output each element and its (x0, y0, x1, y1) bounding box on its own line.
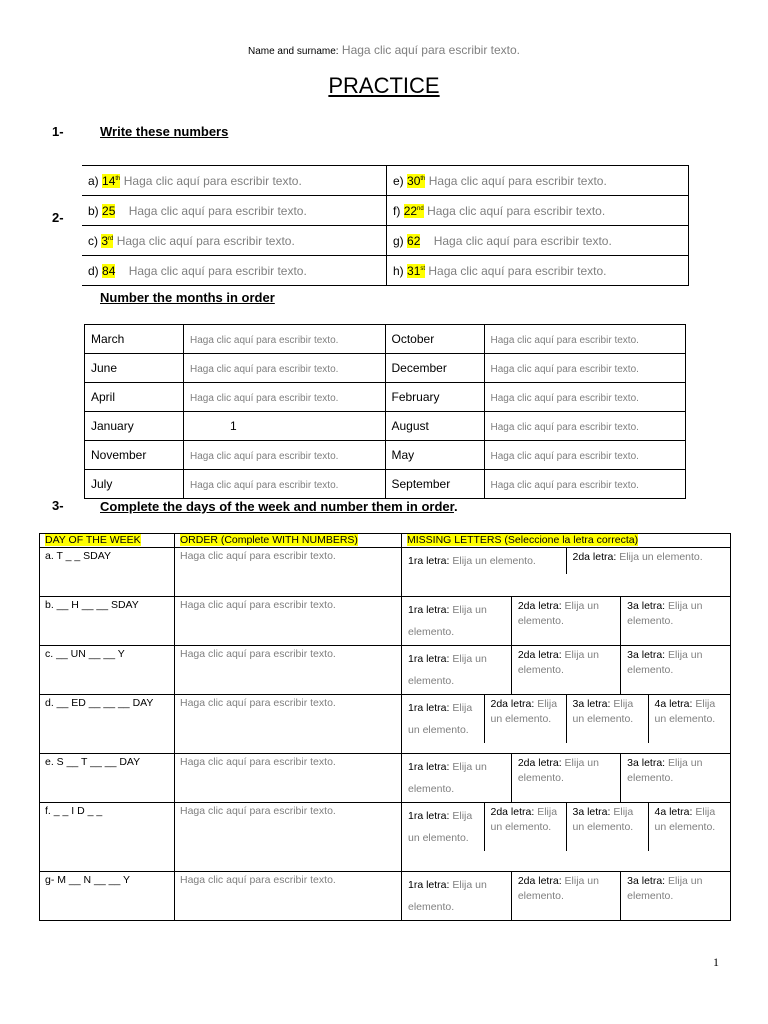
order-placeholder: Haga clic aquí para escribir texto. (180, 874, 336, 886)
header-order-cell (175, 534, 402, 548)
letter-dropdown[interactable] (484, 695, 566, 743)
letter-dropdown[interactable] (621, 597, 730, 645)
letter-label: 1ra letra: (408, 555, 450, 567)
letters-row (402, 548, 730, 574)
month-order-field[interactable] (184, 441, 386, 470)
letter-label: 1ra letra: (408, 761, 450, 773)
number-value (407, 264, 425, 278)
month-order-field[interactable] (184, 354, 386, 383)
section-2-title: Number the months in order (100, 290, 275, 305)
letter-dropdown[interactable] (648, 695, 730, 743)
letter-dropdown[interactable] (566, 803, 648, 851)
letters-table (402, 754, 730, 802)
section-1-title: Write these numbers (100, 124, 229, 139)
number-digits: 22 (403, 203, 418, 218)
letters-table (402, 803, 730, 851)
month-order-field[interactable] (184, 412, 386, 441)
month-name: August (385, 412, 484, 441)
letters-row (402, 754, 730, 802)
month-name: December (385, 354, 484, 383)
letter-dropdown[interactable] (511, 646, 620, 694)
month-name: June (85, 354, 184, 383)
missing-letters-cell (402, 597, 731, 646)
day-row (40, 646, 731, 695)
missing-letters-cell (402, 872, 731, 921)
choose-element: Elija un elemento. (408, 761, 487, 795)
letter-label: 2da letra: (490, 806, 535, 818)
letters-table (402, 872, 730, 920)
header-day-cell (40, 534, 175, 548)
month-order-field[interactable] (484, 412, 686, 441)
letter-label: 2da letra: (517, 600, 562, 612)
day-row (40, 803, 731, 872)
number-digits: 31 (407, 263, 421, 278)
answer-field[interactable]: Haga clic aquí para escribir texto. (428, 173, 607, 188)
month-row (85, 354, 686, 383)
letter-dropdown[interactable] (566, 695, 648, 743)
day-row (40, 754, 731, 803)
name-line (0, 43, 768, 57)
month-order-value: 1 (230, 419, 237, 433)
section-3-number: 3- (52, 498, 64, 513)
choose-element: Elija un elemento. (572, 698, 634, 725)
month-name: September (385, 470, 484, 499)
order-placeholder: Haga clic aquí para escribir texto. (180, 805, 336, 817)
choose-element: Elija un elemento. (517, 600, 599, 627)
section-1-number: 1- (52, 124, 64, 139)
letter-dropdown[interactable] (511, 754, 620, 802)
answer-field[interactable]: Haga clic aquí para escribir texto. (433, 233, 612, 248)
order-field[interactable] (175, 803, 402, 872)
number-label: f) (393, 203, 401, 218)
month-placeholder: Haga clic aquí para escribir texto. (490, 335, 639, 346)
month-order-field[interactable] (484, 441, 686, 470)
number-value (101, 234, 113, 248)
letter-label: 1ra letra: (408, 702, 450, 714)
number-suffix: rd (108, 235, 114, 242)
month-order-field[interactable] (484, 383, 686, 412)
answer-field[interactable]: Haga clic aquí para escribir texto. (427, 203, 606, 218)
letter-label: 3a letra: (627, 875, 666, 887)
order-field[interactable] (175, 548, 402, 597)
numbers-row (82, 256, 689, 286)
choose-element: Elija un elemento. (408, 810, 473, 844)
choose-element: Elija un elemento. (572, 806, 634, 833)
letter-label: 3a letra: (627, 757, 666, 769)
letters-row (402, 872, 730, 920)
letter-dropdown[interactable] (402, 872, 511, 920)
answer-field[interactable]: Haga clic aquí para escribir texto. (128, 263, 307, 278)
month-order-field[interactable] (484, 325, 686, 354)
month-name: January (85, 412, 184, 441)
letter-dropdown[interactable] (402, 646, 511, 694)
number-cell-right (387, 166, 689, 196)
number-value (407, 234, 420, 248)
letter-dropdown[interactable] (402, 695, 484, 743)
month-name: November (85, 441, 184, 470)
month-row (85, 325, 686, 354)
number-label: g) (393, 233, 404, 248)
letter-label: 3a letra: (572, 806, 611, 818)
missing-letters-cell (402, 646, 731, 695)
month-order-field[interactable] (484, 354, 686, 383)
number-value (102, 264, 115, 278)
letter-dropdown[interactable] (621, 646, 730, 694)
day-pattern: e. S __ T __ __ DAY (40, 754, 175, 803)
months-table (84, 324, 686, 499)
month-placeholder: Haga clic aquí para escribir texto. (190, 480, 339, 491)
letter-label: 1ra letra: (408, 653, 450, 665)
choose-element: Elija un elemento. (517, 649, 599, 676)
month-name: July (85, 470, 184, 499)
number-label: e) (393, 173, 404, 188)
number-digits: 30 (407, 173, 421, 188)
month-placeholder: Haga clic aquí para escribir texto. (490, 422, 639, 433)
numbers-row (82, 196, 689, 226)
number-digits: 62 (407, 233, 421, 248)
number-digits: 3 (101, 233, 109, 248)
order-placeholder: Haga clic aquí para escribir texto. (180, 756, 336, 768)
day-row (40, 548, 731, 597)
number-value (102, 174, 120, 188)
choose-element: Elija un elemento. (517, 875, 599, 902)
answer-field[interactable]: Haga clic aquí para escribir texto. (116, 233, 295, 248)
choose-element: Elija un elemento. (654, 806, 716, 833)
month-name: October (385, 325, 484, 354)
choose-element: Elija un elemento. (408, 653, 487, 687)
month-name: April (85, 383, 184, 412)
order-placeholder: Haga clic aquí para escribir texto. (180, 648, 336, 660)
letter-dropdown[interactable] (402, 803, 484, 851)
order-field[interactable] (175, 695, 402, 754)
month-order-field[interactable] (184, 325, 386, 354)
answer-field[interactable]: Haga clic aquí para escribir texto. (428, 263, 607, 278)
letter-label: 4a letra: (654, 698, 693, 710)
month-name: May (385, 441, 484, 470)
letters-row (402, 803, 730, 851)
numbers-row (82, 226, 689, 256)
letter-label: 3a letra: (572, 698, 611, 710)
letter-label: 1ra letra: (408, 810, 450, 822)
header-missing-cell (402, 534, 731, 548)
letter-label: 1ra letra: (408, 879, 450, 891)
number-suffix: th (115, 175, 121, 182)
month-order-field[interactable] (184, 383, 386, 412)
number-suffix: st (420, 265, 426, 272)
number-digits: 14 (102, 173, 116, 188)
letter-dropdown[interactable] (511, 872, 620, 920)
order-field[interactable] (175, 646, 402, 695)
day-row (40, 695, 731, 754)
number-label: c) (88, 233, 98, 248)
answer-field[interactable]: Haga clic aquí para escribir texto. (128, 203, 307, 218)
letters-table (402, 548, 730, 574)
section-3-title-period: . (453, 499, 458, 514)
letter-dropdown[interactable] (566, 548, 730, 574)
missing-letters-cell (402, 548, 731, 597)
letter-label: 2da letra: (517, 875, 562, 887)
order-field[interactable] (175, 754, 402, 803)
letter-label: 2da letra: (517, 649, 562, 661)
month-placeholder: Haga clic aquí para escribir texto. (190, 335, 339, 346)
number-label: h) (393, 263, 404, 278)
month-row (85, 412, 686, 441)
name-label: Name and surname: (247, 46, 339, 57)
month-placeholder: Haga clic aquí para escribir texto. (490, 451, 639, 462)
number-cell-left (82, 166, 387, 196)
day-row (40, 597, 731, 646)
day-pattern: d. __ ED __ __ __ DAY (40, 695, 175, 754)
letter-dropdown[interactable] (648, 803, 730, 851)
number-label: a) (88, 173, 99, 188)
missing-letters-cell (402, 754, 731, 803)
choose-element: Elija un elemento. (452, 555, 536, 567)
number-label: b) (88, 203, 99, 218)
section-2-number: 2- (52, 210, 64, 225)
order-placeholder: Haga clic aquí para escribir texto. (180, 697, 336, 709)
month-placeholder: Haga clic aquí para escribir texto. (490, 364, 639, 375)
number-label: d) (88, 263, 99, 278)
month-name: March (85, 325, 184, 354)
choose-element: Elija un elemento. (654, 698, 716, 725)
choose-element: Elija un elemento. (490, 806, 558, 833)
letters-row (402, 695, 730, 743)
letter-dropdown[interactable] (402, 597, 511, 645)
page-number: 1 (713, 955, 719, 969)
choose-element: Elija un elemento. (627, 757, 703, 784)
letter-label: 4a letra: (654, 806, 693, 818)
answer-field[interactable]: Haga clic aquí para escribir texto. (123, 173, 302, 188)
number-cell-right (387, 256, 689, 286)
choose-element: Elija un elemento. (619, 551, 703, 563)
number-cell-left (82, 226, 387, 256)
day-pattern: a. T _ _ SDAY (40, 548, 175, 597)
letters-row (402, 646, 730, 694)
month-row (85, 470, 686, 499)
letter-label: 2da letra: (517, 757, 562, 769)
day-pattern: c. __ UN __ __ Y (40, 646, 175, 695)
letter-dropdown[interactable] (402, 548, 566, 574)
month-placeholder: Haga clic aquí para escribir texto. (190, 364, 339, 375)
number-value (404, 204, 424, 218)
page-title: PRACTICE (328, 73, 440, 98)
month-row (85, 383, 686, 412)
month-row (85, 441, 686, 470)
letter-dropdown[interactable] (621, 754, 730, 802)
number-cell-right (387, 226, 689, 256)
number-value (102, 204, 115, 218)
order-field[interactable] (175, 597, 402, 646)
number-suffix: th (420, 175, 426, 182)
numbers-row (82, 166, 689, 196)
letter-label: 3a letra: (627, 600, 666, 612)
numbers-table (82, 165, 689, 286)
section-3-heading (100, 498, 458, 516)
header-order: ORDER (Complete WITH NUMBERS) (180, 534, 358, 546)
choose-element: Elija un elemento. (490, 698, 558, 725)
choose-element: Elija un elemento. (627, 600, 703, 627)
choose-element: Elija un elemento. (408, 879, 487, 913)
missing-letters-cell (402, 803, 731, 872)
day-pattern: f. _ _ I D _ _ (40, 803, 175, 872)
letter-label: 2da letra: (490, 698, 535, 710)
choose-element: Elija un elemento. (408, 604, 487, 638)
letters-table (402, 597, 730, 645)
letters-table (402, 646, 730, 694)
number-value (407, 174, 425, 188)
month-order-field[interactable] (484, 470, 686, 499)
order-placeholder: Haga clic aquí para escribir texto. (180, 550, 336, 562)
letter-dropdown[interactable] (621, 872, 730, 920)
letter-label: 1ra letra: (408, 604, 450, 616)
number-suffix: nd (417, 205, 424, 212)
number-digits: 84 (102, 263, 116, 278)
name-field[interactable]: Haga clic aquí para escribir texto. (341, 43, 521, 57)
missing-letters-cell (402, 695, 731, 754)
month-placeholder: Haga clic aquí para escribir texto. (190, 451, 339, 462)
days-table (39, 533, 731, 921)
number-digits: 25 (102, 203, 116, 218)
choose-element: Elija un elemento. (408, 702, 473, 736)
number-cell-left (82, 256, 387, 286)
section-3-title: Complete the days of the week and number them in order (100, 499, 454, 514)
order-field[interactable] (175, 872, 402, 921)
number-cell-left (82, 196, 387, 226)
choose-element: Elija un elemento. (627, 875, 703, 902)
letter-dropdown[interactable] (484, 803, 566, 851)
month-order-field[interactable] (184, 470, 386, 499)
letters-row (402, 597, 730, 645)
number-cell-right (387, 196, 689, 226)
letter-label: 3a letra: (627, 649, 666, 661)
letter-dropdown[interactable] (402, 754, 511, 802)
day-row (40, 872, 731, 921)
letters-table (402, 695, 730, 743)
order-placeholder: Haga clic aquí para escribir texto. (180, 599, 336, 611)
month-placeholder: Haga clic aquí para escribir texto. (490, 393, 639, 404)
month-placeholder: Haga clic aquí para escribir texto. (490, 480, 639, 491)
letter-dropdown[interactable] (511, 597, 620, 645)
day-pattern: g- M __ N __ __ Y (40, 872, 175, 921)
month-placeholder: Haga clic aquí para escribir texto. (190, 393, 339, 404)
month-name: February (385, 383, 484, 412)
header-day: DAY OF THE WEEK (45, 534, 141, 546)
choose-element: Elija un elemento. (517, 757, 599, 784)
choose-element: Elija un elemento. (627, 649, 703, 676)
letter-label: 2da letra: (572, 551, 617, 563)
day-pattern: b. __ H __ __ SDAY (40, 597, 175, 646)
header-missing-letters: MISSING LETTERS (Seleccione la letra correcta) (407, 534, 639, 546)
